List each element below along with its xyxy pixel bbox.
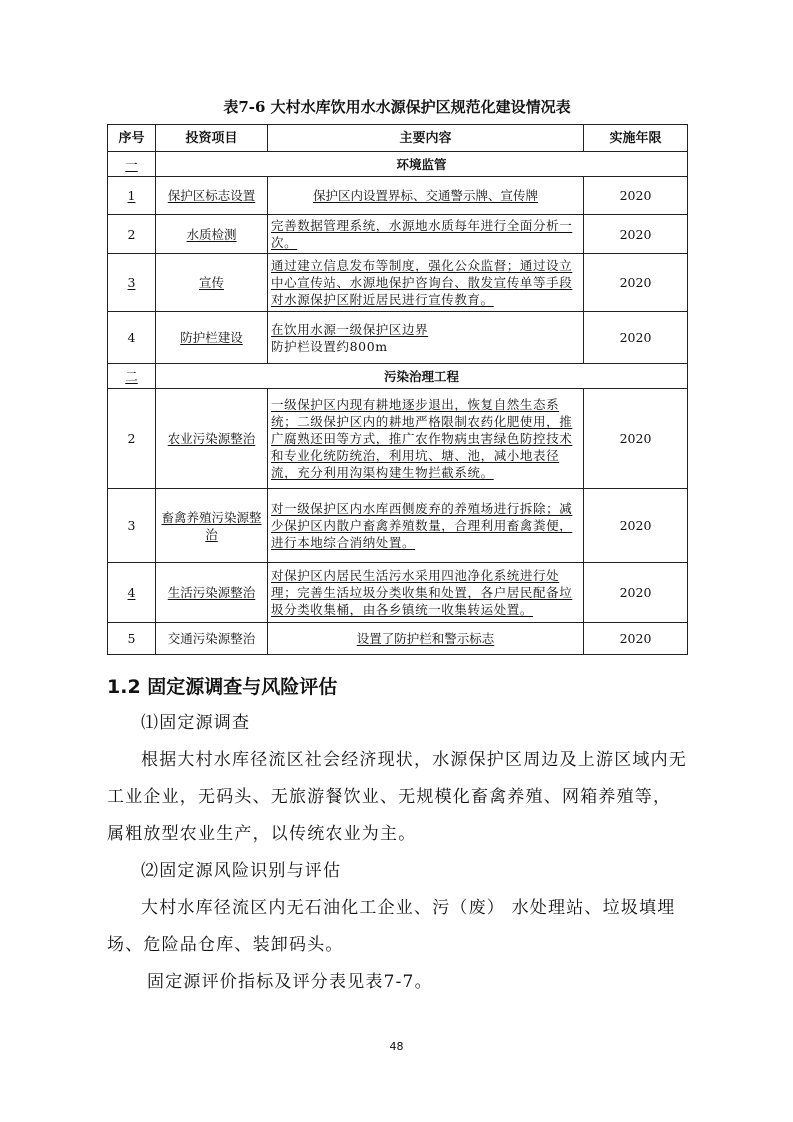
page-number: 48 — [389, 1040, 404, 1053]
row-content: 一级保护区内现有耕地逐步退出，恢复自然生态系统；二级保护区内的耕地严格限制农药化肥使用，推广腐熟还田等方式，推广农作物病虫害绿色防控技术和专业化统防统治，利用坑、塘、池，减小地表径流，充分利用沟渠构建生物拦截系统。 — [268, 389, 584, 489]
table-header-row — [108, 125, 688, 152]
table-row — [108, 489, 688, 563]
construction-status-table — [107, 124, 688, 655]
table-row — [108, 563, 688, 623]
row-content: 保护区内设置界标、交通警示牌、宣传牌 — [268, 177, 584, 215]
table-row — [108, 215, 688, 254]
row-year: 2020 — [584, 623, 688, 655]
row-content: 对一级保护区内水库西侧废弃的养殖场进行拆除；减少保护区内散户畜禽养殖数量，合理利用畜禽粪便，进行本地综合消纳处置。 — [268, 489, 584, 563]
row-content: 完善数据管理系统，水源地水质每年进行全面分析一次。 — [268, 215, 584, 254]
section-heading: 1.2 固定源调查与风险评估 — [107, 676, 338, 698]
row-no: 1 — [108, 177, 156, 215]
header-no: 序号 — [108, 125, 156, 152]
row-year: 2020 — [584, 312, 688, 364]
paragraph-survey: 根据大村水库径流区社会经济现状，水源保护区周边及上游区域内无工业企业，无码头、无旅游餐饮业、无规模化畜禽养殖、网箱养殖等，属粗放型农业生产，以传统农业为主。 — [107, 750, 687, 844]
row-content-line: 在饮用水源一级保护区边界 — [271, 321, 429, 337]
section-no: 二 — [108, 364, 156, 389]
section-no: 一 — [108, 152, 156, 177]
row-project: 农业污染源整治 — [156, 389, 268, 489]
row-project: 防护栏建设 — [156, 312, 268, 364]
row-year: 2020 — [584, 215, 688, 254]
row-year: 2020 — [584, 389, 688, 489]
subheading-fixed-source-survey: ⑴固定源调查 — [141, 713, 251, 733]
row-content-line: 防护栏设置约800m — [271, 338, 388, 354]
row-project: 宣传 — [156, 254, 268, 312]
table-row — [108, 312, 688, 364]
row-content: 通过建立信息发布等制度，强化公众监督；通过设立中心宣传站、水源地保护咨询台、散发宣传单等手段对水源保护区附近居民进行宣传教育。 — [268, 254, 584, 312]
row-project: 交通污染源整治 — [156, 623, 268, 655]
row-no: 5 — [108, 623, 156, 655]
table-row — [108, 254, 688, 312]
row-year: 2020 — [584, 563, 688, 623]
paragraph-risk: 大村水库径流区内无石油化工企业、污（废） 水处理站、垃圾填埋场、危险品仓库、装卸码头。 — [107, 898, 676, 955]
row-no: 3 — [108, 254, 156, 312]
paragraph-table-reference: 固定源评价指标及评分表见表7-7。 — [147, 972, 433, 992]
row-no: 2 — [108, 389, 156, 489]
row-project: 畜禽养殖污染源整治 — [156, 489, 268, 563]
table-caption: 表7-6 大村水库饮用水水源保护区规范化建设情况表 — [223, 98, 571, 116]
section-title: 污染治理工程 — [156, 364, 688, 389]
row-project: 保护区标志设置 — [156, 177, 268, 215]
row-project: 水质检测 — [156, 215, 268, 254]
section-row-monitoring — [108, 152, 688, 177]
header-project: 投资项目 — [156, 125, 268, 152]
subheading-risk-identification: ⑵固定源风险识别与评估 — [141, 861, 342, 881]
header-year: 实施年限 — [584, 125, 688, 152]
row-year: 2020 — [584, 177, 688, 215]
table-row — [108, 389, 688, 489]
row-content — [268, 312, 584, 364]
row-content: 设置了防护栏和警示标志 — [268, 623, 584, 655]
row-no: 4 — [108, 312, 156, 364]
row-no: 4 — [108, 563, 156, 623]
table-row — [108, 623, 688, 655]
section-title: 环境监管 — [156, 152, 688, 177]
row-year: 2020 — [584, 489, 688, 563]
table-row — [108, 177, 688, 215]
row-no: 2 — [108, 215, 156, 254]
row-project: 生活污染源整治 — [156, 563, 268, 623]
row-content: 对保护区内居民生活污水采用四池净化系统进行处理；完善生活垃圾分类收集和处置，各户居民配备垃圾分类收集桶，由各乡镇统一收集转运处置。 — [268, 563, 584, 623]
row-no: 3 — [108, 489, 156, 563]
section-row-pollution — [108, 364, 688, 389]
row-year: 2020 — [584, 254, 688, 312]
header-content: 主要内容 — [268, 125, 584, 152]
